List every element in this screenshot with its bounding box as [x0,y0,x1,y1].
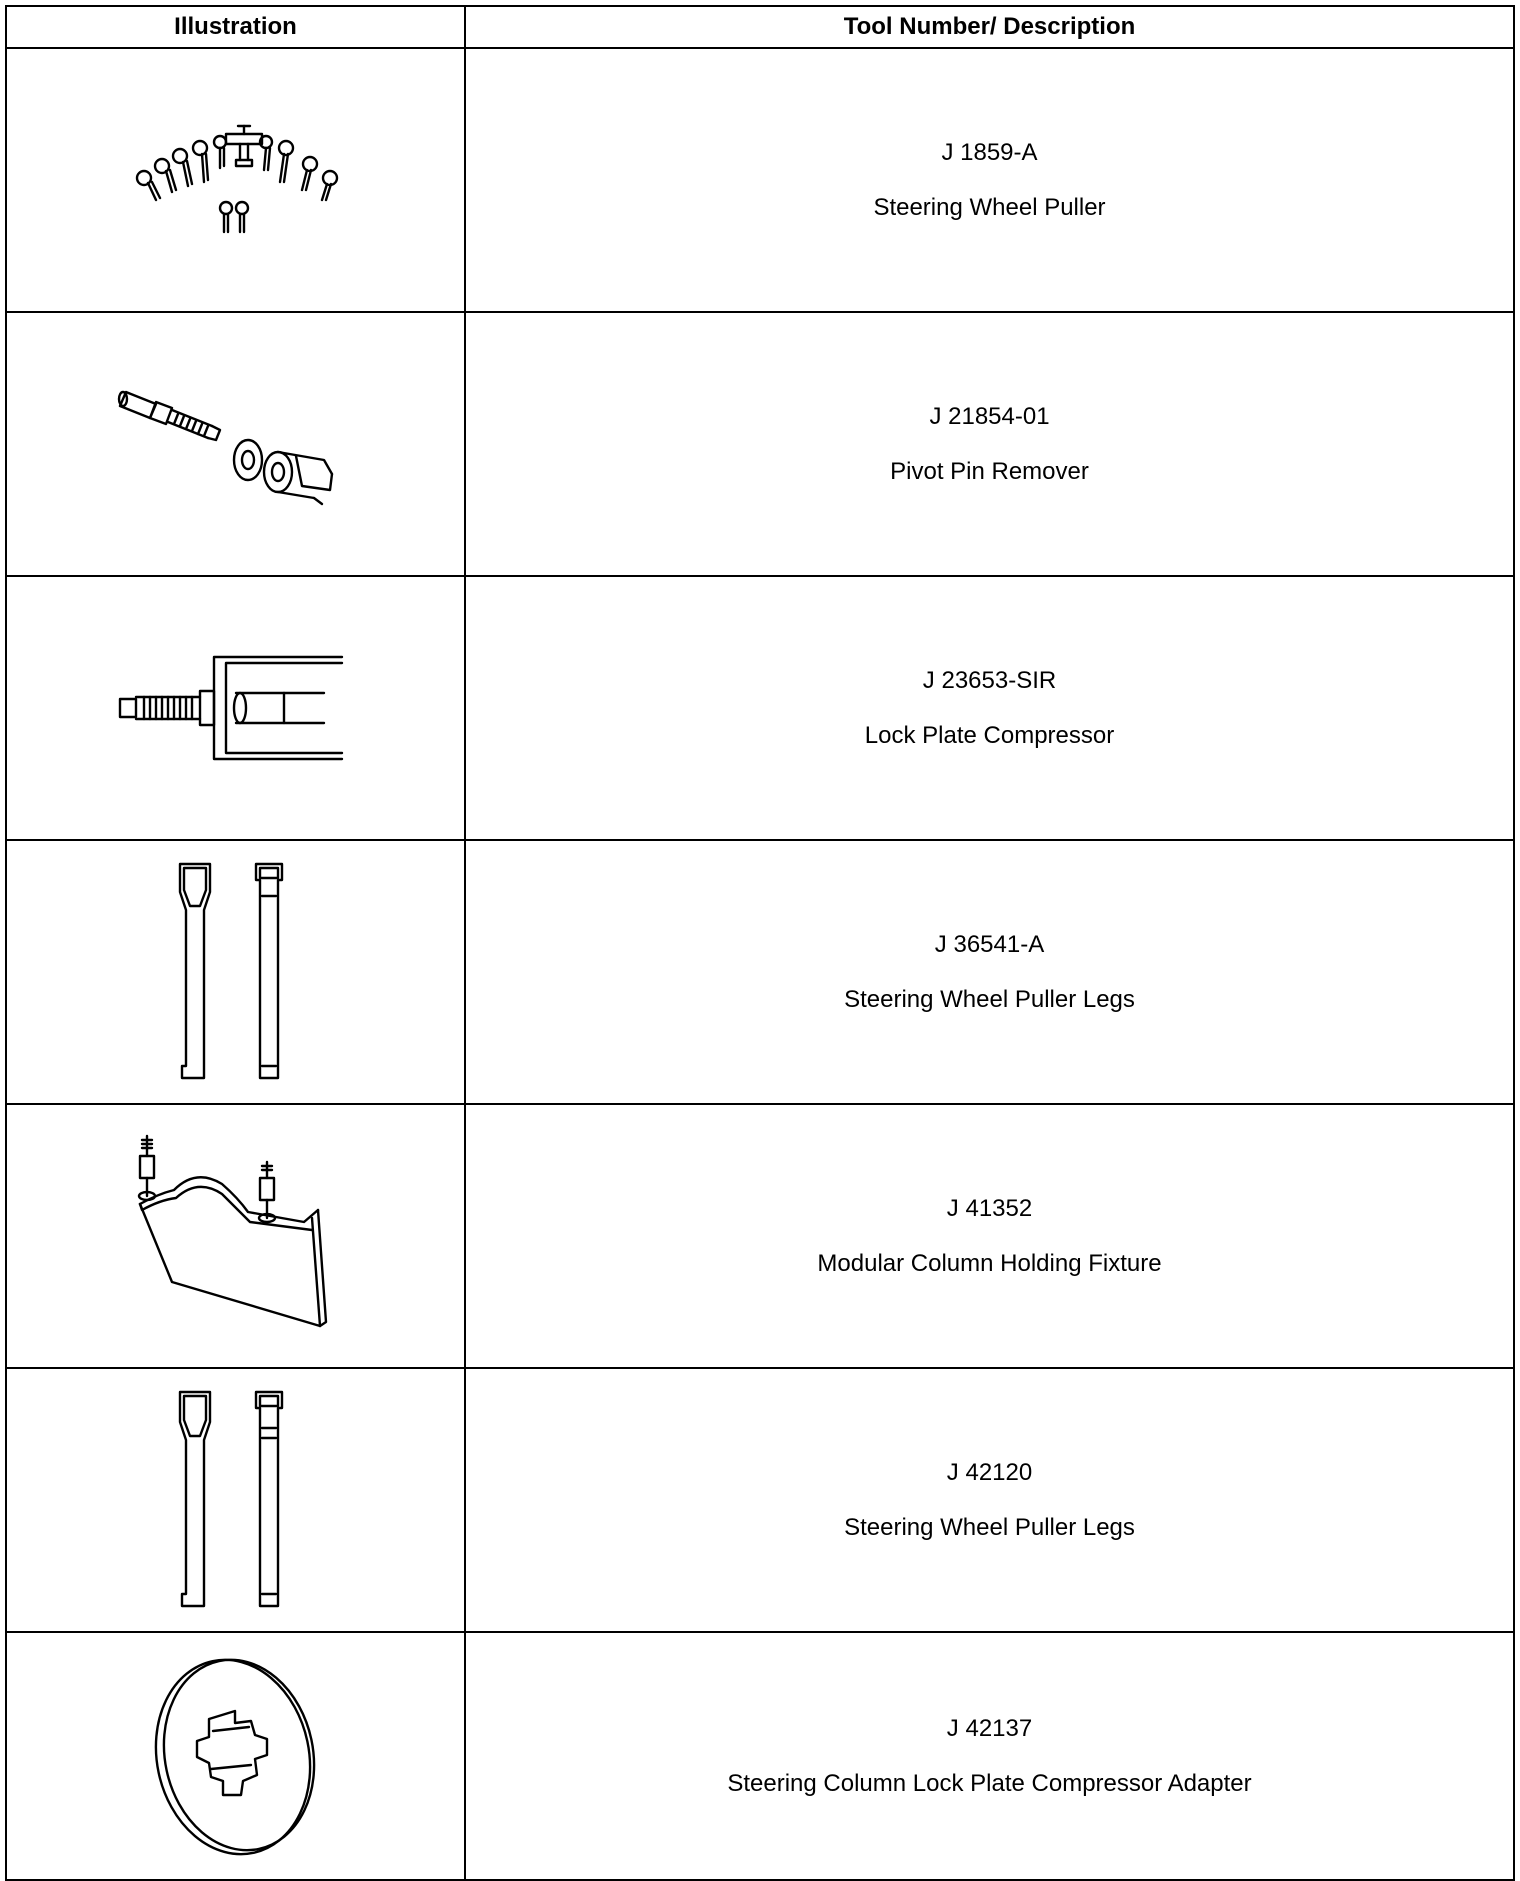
holding-fixture-icon [126,1126,346,1346]
illustration-cell [6,1368,465,1632]
steering-wheel-puller-icon [126,120,346,240]
tool-cell [465,312,1514,576]
tool-cell [465,1368,1514,1632]
table-row [6,1104,1514,1368]
table-row [6,840,1514,1104]
illustration-cell [6,1632,465,1880]
table-row [6,312,1514,576]
tool-description: Modular Column Holding Fixture [817,1249,1162,1277]
tool-number: J 1859-A [941,138,1038,166]
tool-cell [465,48,1514,312]
table-row [6,1368,1514,1632]
compressor-adapter-icon [151,1651,321,1861]
pivot-pin-remover-icon [116,374,356,514]
tool-number: J 41352 [946,1194,1033,1222]
lock-plate-compressor-icon [116,653,356,763]
tool-number: J 23653-SIR [922,666,1057,694]
illustration-cell [6,48,465,312]
illustration-cell [6,840,465,1104]
tool-number: J 21854-01 [929,402,1050,430]
puller-legs-icon [176,1388,296,1612]
table-row [6,576,1514,840]
tool-cell [465,576,1514,840]
tool-number: J 36541-A [934,930,1045,958]
table-row [6,1632,1514,1880]
tool-description: Pivot Pin Remover [890,457,1089,485]
header-illustration: Illustration [6,6,465,48]
tool-description: Steering Wheel Puller Legs [844,985,1135,1013]
tool-number: J 42137 [946,1714,1033,1742]
tool-description: Steering Wheel Puller Legs [844,1513,1135,1541]
header-row [6,6,1514,48]
tool-cell [465,840,1514,1104]
illustration-cell [6,312,465,576]
tool-description: Lock Plate Compressor [864,721,1115,749]
table-row [6,48,1514,312]
special-tools-table [5,5,1515,1881]
illustration-cell [6,1104,465,1368]
illustration-cell [6,576,465,840]
tool-description: Steering Wheel Puller [873,193,1106,221]
tool-cell [465,1632,1514,1880]
puller-legs-icon [176,860,296,1084]
tool-cell [465,1104,1514,1368]
tool-description: Steering Column Lock Plate Compressor Adapter [727,1769,1252,1797]
header-tool-number-description: Tool Number/ Description [465,6,1514,48]
tool-number: J 42120 [946,1458,1033,1486]
